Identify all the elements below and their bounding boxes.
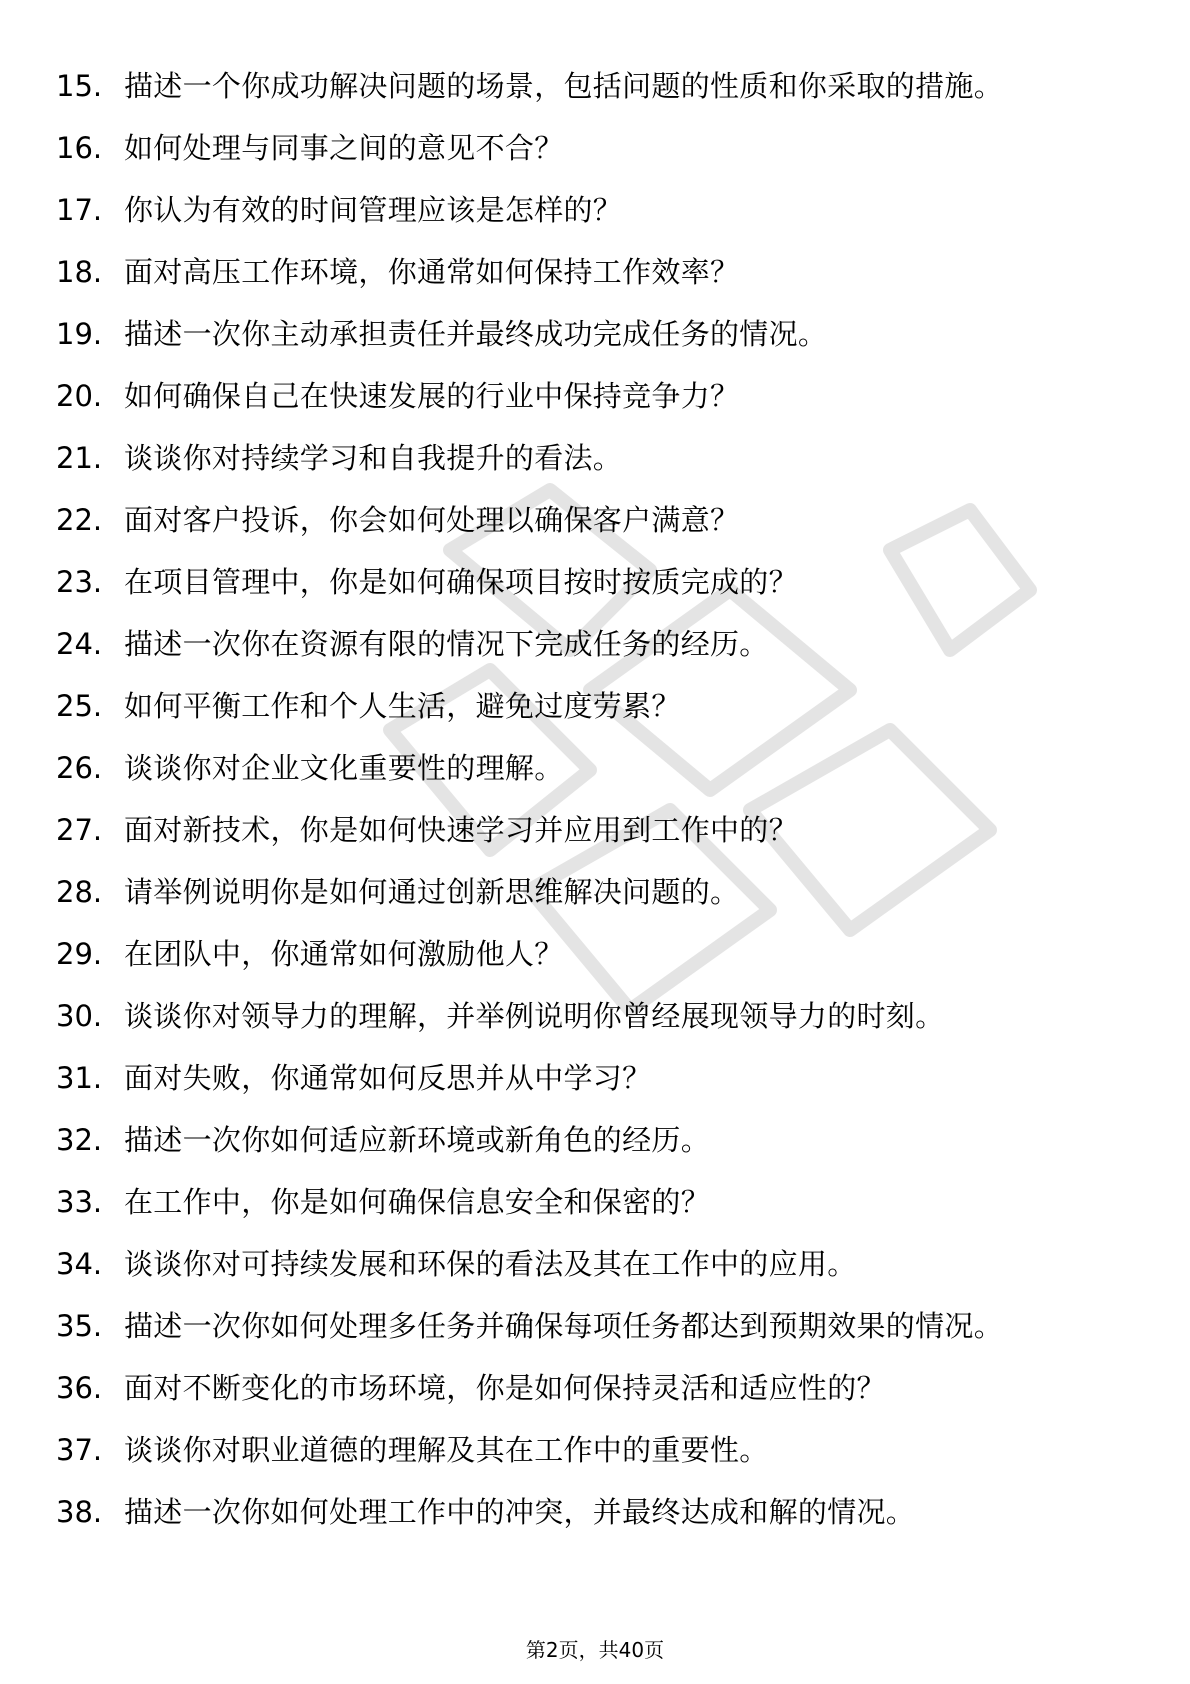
question-text: 谈谈你对持续学习和自我提升的看法。 xyxy=(124,441,623,475)
list-item xyxy=(56,936,1116,972)
list-item xyxy=(56,1308,1116,1344)
list-item xyxy=(56,254,1116,290)
list-item xyxy=(56,1370,1116,1406)
question-text: 面对高压工作环境，你通常如何保持工作效率？ xyxy=(124,255,740,289)
list-item xyxy=(56,1122,1116,1158)
list-item xyxy=(56,130,1116,166)
list-item xyxy=(56,688,1116,724)
question-text: 描述一个你成功解决问题的场景，包括问题的性质和你采取的措施。 xyxy=(124,69,1004,103)
question-number: 36. xyxy=(56,1371,103,1405)
list-item xyxy=(56,502,1116,538)
question-text: 如何确保自己在快速发展的行业中保持竞争力？ xyxy=(124,379,740,413)
question-number: 30. xyxy=(56,999,103,1033)
page-footer: 第2页，共40页 xyxy=(525,1638,665,1662)
list-item xyxy=(56,192,1116,228)
question-number: 31. xyxy=(56,1061,103,1095)
question-number: 33. xyxy=(56,1185,103,1219)
list-item xyxy=(56,626,1116,662)
question-number: 16. xyxy=(56,131,103,165)
list-item xyxy=(56,1246,1116,1282)
list-item xyxy=(56,68,1116,104)
question-text: 请举例说明你是如何通过创新思维解决问题的。 xyxy=(124,875,740,909)
list-item xyxy=(56,440,1116,476)
question-text: 在工作中，你是如何确保信息安全和保密的？ xyxy=(124,1185,711,1219)
list-item xyxy=(56,316,1116,352)
question-text: 描述一次你如何处理多任务并确保每项任务都达到预期效果的情况。 xyxy=(124,1309,1004,1343)
question-text: 谈谈你对可持续发展和环保的看法及其在工作中的应用。 xyxy=(124,1247,857,1281)
list-item xyxy=(56,1060,1116,1096)
question-text: 面对失败，你通常如何反思并从中学习？ xyxy=(124,1061,652,1095)
question-number: 25. xyxy=(56,689,103,723)
question-text: 如何处理与同事之间的意见不合？ xyxy=(124,131,564,165)
question-number: 21. xyxy=(56,441,103,475)
list-item xyxy=(56,378,1116,414)
question-text: 谈谈你对企业文化重要性的理解。 xyxy=(124,751,564,785)
list-item xyxy=(56,812,1116,848)
question-number: 34. xyxy=(56,1247,103,1281)
question-text: 谈谈你对领导力的理解，并举例说明你曾经展现领导力的时刻。 xyxy=(124,999,945,1033)
list-item xyxy=(56,874,1116,910)
list-item xyxy=(56,998,1116,1034)
question-text: 描述一次你主动承担责任并最终成功完成任务的情况。 xyxy=(124,317,828,351)
question-list xyxy=(56,68,1116,1556)
question-text: 你认为有效的时间管理应该是怎样的？ xyxy=(124,193,623,227)
question-number: 24. xyxy=(56,627,103,661)
question-number: 22. xyxy=(56,503,103,537)
list-item xyxy=(56,750,1116,786)
question-number: 28. xyxy=(56,875,103,909)
question-text: 在项目管理中，你是如何确保项目按时按质完成的？ xyxy=(124,565,798,599)
list-item xyxy=(56,1184,1116,1220)
question-number: 38. xyxy=(56,1495,103,1529)
question-text: 面对不断变化的市场环境，你是如何保持灵活和适应性的？ xyxy=(124,1371,886,1405)
question-number: 37. xyxy=(56,1433,103,1467)
question-text: 在团队中，你通常如何激励他人？ xyxy=(124,937,564,971)
question-number: 17. xyxy=(56,193,103,227)
list-item xyxy=(56,564,1116,600)
question-text: 描述一次你在资源有限的情况下完成任务的经历。 xyxy=(124,627,769,661)
question-text: 面对客户投诉，你会如何处理以确保客户满意？ xyxy=(124,503,740,537)
question-number: 19. xyxy=(56,317,103,351)
question-number: 27. xyxy=(56,813,103,847)
question-number: 15. xyxy=(56,69,103,103)
question-text: 描述一次你如何适应新环境或新角色的经历。 xyxy=(124,1123,711,1157)
question-text: 描述一次你如何处理工作中的冲突，并最终达成和解的情况。 xyxy=(124,1495,916,1529)
list-item xyxy=(56,1494,1116,1530)
question-number: 20. xyxy=(56,379,103,413)
question-text: 面对新技术，你是如何快速学习并应用到工作中的？ xyxy=(124,813,798,847)
question-text: 谈谈你对职业道德的理解及其在工作中的重要性。 xyxy=(124,1433,769,1467)
question-number: 32. xyxy=(56,1123,103,1157)
question-number: 26. xyxy=(56,751,103,785)
question-text: 如何平衡工作和个人生活，避免过度劳累？ xyxy=(124,689,681,723)
question-number: 18. xyxy=(56,255,103,289)
question-number: 29. xyxy=(56,937,103,971)
question-number: 23. xyxy=(56,565,103,599)
question-number: 35. xyxy=(56,1309,103,1343)
list-item xyxy=(56,1432,1116,1468)
